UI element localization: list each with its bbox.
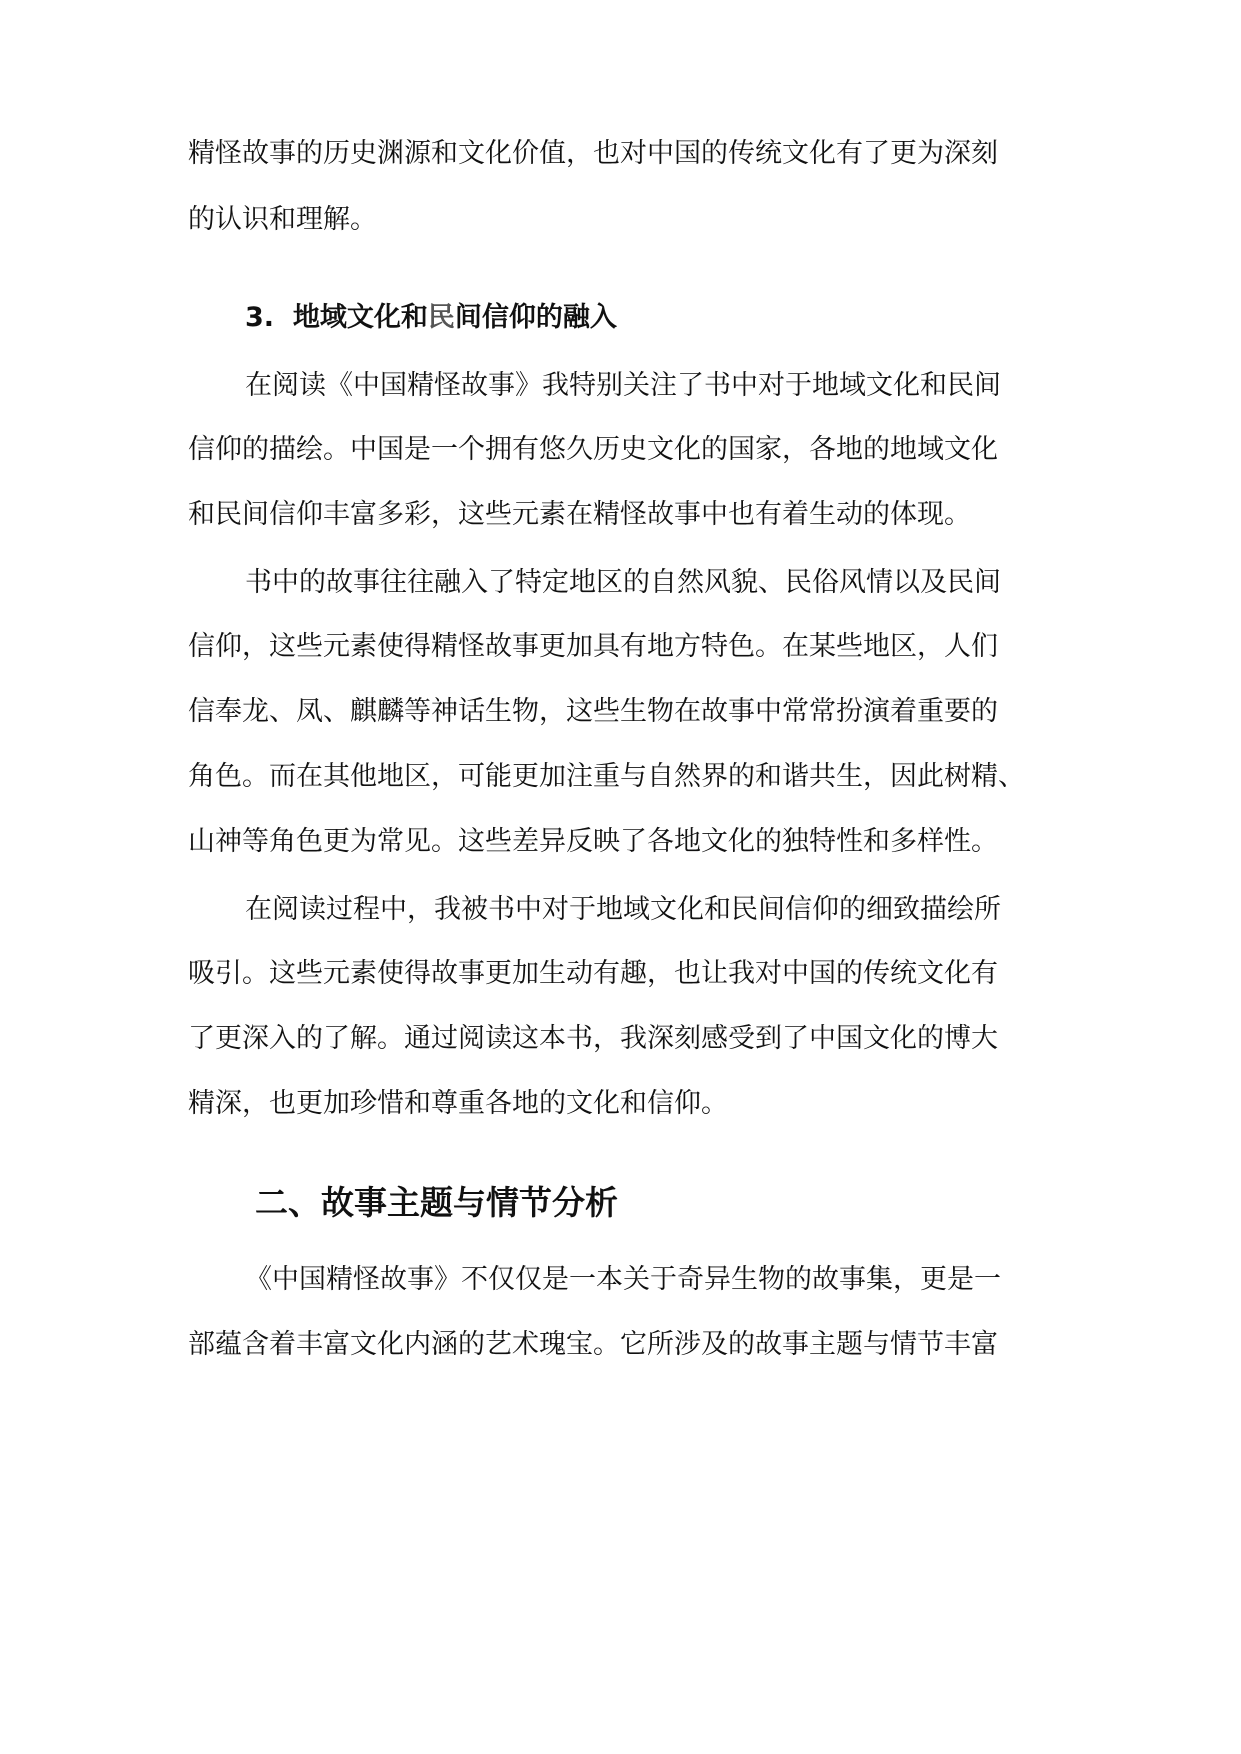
text-line: 和民间信仰丰富多彩，这些元素在精怪故事中也有着生动的体现。	[188, 499, 971, 530]
text-line: 信奉龙、凤、麒麟等神话生物，这些生物在故事中常常扮演着重要的	[188, 696, 998, 727]
chapter-heading: 二、故事主题与情节分析	[255, 1183, 618, 1222]
text-line: 信仰，这些元素使得精怪故事更加具有地方特色。在某些地区，人们	[188, 631, 998, 662]
section-title-part1: 地域文化和	[292, 302, 428, 333]
section-number: 3.	[245, 302, 275, 333]
section-title-highlight: 民	[427, 302, 455, 333]
text-line: 山神等角色更为常见。这些差异反映了各地文化的独特性和多样性。	[188, 826, 998, 857]
text-line: 角色。而在其他地区，可能更加注重与自然界的和谐共生，因此树精、	[188, 761, 1025, 792]
text-line: 吸引。这些元素使得故事更加生动有趣，也让我对中国的传统文化有	[188, 958, 998, 989]
text-line: 的认识和理解。	[188, 204, 377, 235]
text-line: 精深，也更加珍惜和尊重各地的文化和信仰。	[188, 1088, 728, 1119]
text-line: 《中国精怪故事》不仅仅是一本关于奇异生物的故事集，更是一	[245, 1264, 1001, 1295]
text-line: 信仰的描绘。中国是一个拥有悠久历史文化的国家，各地的地域文化	[188, 434, 998, 465]
text-line: 了更深入的了解。通过阅读这本书，我深刻感受到了中国文化的博大	[188, 1023, 998, 1054]
text-line: 书中的故事往往融入了特定地区的自然风貌、民俗风情以及民间	[245, 567, 1001, 598]
section-title-part2: 间信仰的融入	[454, 302, 617, 333]
text-line: 在阅读过程中，我被书中对于地域文化和民间信仰的细致描绘所	[245, 894, 1001, 925]
text-line: 部蕴含着丰富文化内涵的艺术瑰宝。它所涉及的故事主题与情节丰富	[188, 1329, 998, 1360]
text-line: 在阅读《中国精怪故事》我特别关注了书中对于地域文化和民间	[245, 370, 1001, 401]
section-heading	[245, 300, 617, 336]
text-line: 精怪故事的历史渊源和文化价值，也对中国的传统文化有了更为深刻	[188, 138, 998, 169]
